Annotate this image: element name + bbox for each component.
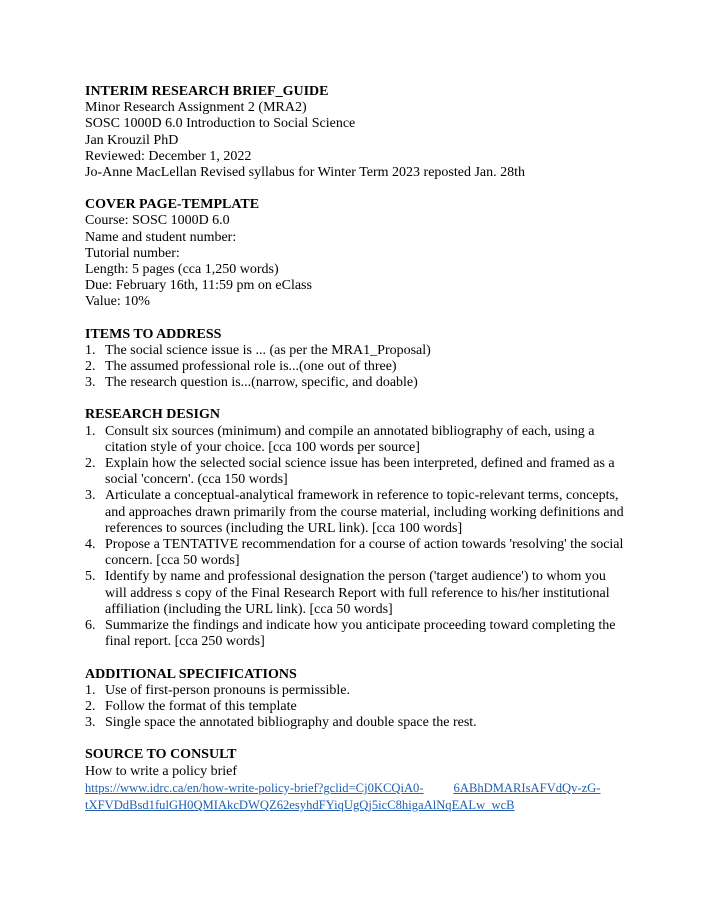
reviewed-line: Reviewed: December 1, 2022 (85, 148, 252, 164)
list-item (85, 343, 630, 359)
cover-heading: COVER PAGE-TEMPLATE (85, 197, 260, 213)
author-line: Jan Krouzil PhD (85, 132, 179, 148)
list-number: 3. (85, 375, 96, 391)
source-section (85, 747, 630, 814)
list-item-text: The research question is...(narrow, specific, and doable) (105, 375, 418, 391)
items-heading: ITEMS TO ADDRESS (85, 326, 222, 342)
document-body (85, 84, 630, 830)
policy-brief-link[interactable] (85, 781, 600, 812)
cover-name-line: Name and student number: (85, 229, 237, 245)
list-item (85, 699, 630, 715)
list-number: 1. (85, 682, 96, 698)
list-item (85, 424, 630, 456)
list-item (85, 683, 630, 699)
list-item (85, 488, 630, 537)
list-number: 6. (85, 618, 96, 634)
source-label: How to write a policy brief (85, 763, 238, 779)
list-number: 3. (85, 488, 96, 504)
cover-tutorial-line: Tutorial number: (85, 245, 180, 261)
items-list (85, 343, 630, 392)
revision-line: Jo-Anne MacLellan Revised syllabus for Winter Term 2023 reposted Jan. 28th (85, 165, 526, 181)
additional-section (85, 667, 630, 732)
list-item (85, 537, 630, 569)
list-number: 2. (85, 698, 96, 714)
list-item-text: The assumed professional role is...(one out of three) (105, 359, 397, 375)
cover-section (85, 197, 630, 310)
list-item (85, 715, 630, 731)
list-item-text: The social science issue is ... (as per the MRA1_Proposal) (105, 342, 431, 358)
list-number: 1. (85, 342, 96, 358)
items-section (85, 327, 630, 392)
course-line: SOSC 1000D 6.0 Introduction to Social Science (85, 116, 356, 132)
list-item-text: Explain how the selected social science issue has been interpreted, defined and framed as a social 'concern'. (cca 150 words] (105, 456, 615, 488)
additional-heading: ADDITIONAL SPECIFICATIONS (85, 666, 297, 682)
list-item-text: Follow the format of this template (105, 698, 297, 714)
document-title: INTERIM RESEARCH BRIEF_GUIDE (85, 84, 329, 99)
list-item-text: Summarize the findings and indicate how you anticipate proceeding toward completing the final report. [cca 250 words] (105, 618, 616, 650)
link-text-part-2: 6ABhDMARIsAFVdQv-zG- (453, 780, 601, 795)
list-item-text: Use of first-person pronouns is permissible. (105, 682, 350, 698)
design-heading: RESEARCH DESIGN (85, 407, 220, 423)
design-section (85, 407, 630, 650)
cover-length-line: Length: 5 pages (cca 1,250 words) (85, 262, 279, 278)
assignment-line: Minor Research Assignment 2 (MRA2) (85, 100, 307, 116)
list-number: 2. (85, 359, 96, 375)
list-item (85, 375, 630, 391)
list-item-text: Identify by name and professional designation the person ('target audience') to whom you will address s copy of the Final Research Report with full reference to his/her institutional affiliation (including the URL link). [cca 50 words] (105, 569, 610, 617)
list-item-text: Articulate a conceptual-analytical framework in reference to topic-relevant terms, concepts, and approaches drawn primarily from the course material, including working definitions and references to sources (including the URL link). [cca 100 words] (105, 488, 624, 536)
list-item (85, 456, 630, 488)
list-number: 5. (85, 569, 96, 585)
list-item-text: Propose a TENTATIVE recommendation for a course of action towards 'resolving' the social concern. [cca 50 words] (105, 537, 624, 569)
cover-course-line: Course: SOSC 1000D 6.0 (85, 213, 230, 229)
link-text-part-3: tXFVDdBsd1fulGH0QMIAkcDWQZ62esyhdFYiqUgQj5icC8higaAlNqEALw_wcB (85, 797, 515, 812)
list-item (85, 618, 630, 650)
list-number: 3. (85, 715, 96, 731)
cover-due-line: Due: February 16th, 11:59 pm on eClass (85, 278, 312, 294)
additional-list (85, 683, 630, 732)
list-number: 1. (85, 423, 96, 439)
link-text-part-1: https://www.idrc.ca/en/how-write-policy-brief?gclid=Cj0KCQiA0- (85, 780, 424, 795)
header-section (85, 84, 630, 181)
list-item-text: Single space the annotated bibliography and double space the rest. (105, 715, 477, 731)
list-item (85, 359, 630, 375)
list-number: 2. (85, 456, 96, 472)
source-heading: SOURCE TO CONSULT (85, 747, 237, 763)
list-item (85, 569, 630, 618)
list-number: 4. (85, 537, 96, 553)
list-item-text: Consult six sources (minimum) and compile an annotated bibliography of each, using a citation style of your choice. [cca 100 words per source] (105, 423, 595, 455)
design-list (85, 424, 630, 651)
cover-value-line: Value: 10% (85, 294, 150, 310)
